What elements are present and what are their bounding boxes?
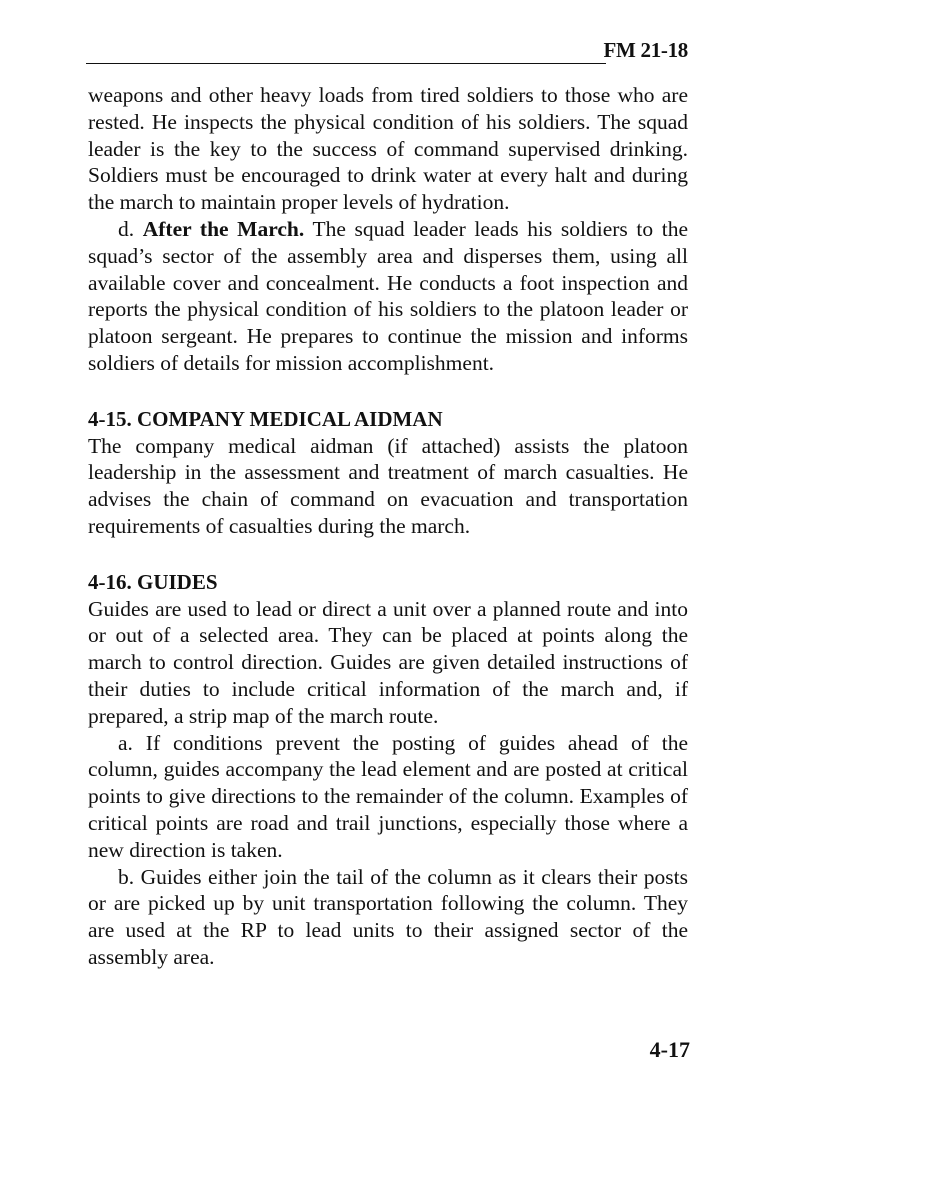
paragraph-guides: Guides are used to lead or direct a unit over a planned route and into or out of a selected area. They can be placed at points along the march to control direction. Guides are given detailed instructions of their duties to include critical information of the march and, if prepared, a strip map of the march route. xyxy=(88,596,688,728)
page-header xyxy=(86,36,688,66)
run-in-heading: After the March. xyxy=(142,216,305,241)
paragraph-continuation: weapons and other heavy loads from tired soldiers to those who are rested. He inspects the physical condition of his soldiers. The squad leader is the key to the success of command supervised drinking. Soldiers must be encouraged to drink water at every halt and during the march to maintain proper levels of hydration. xyxy=(88,83,688,215)
paragraph-text: The squad leader leads his soldiers to the squad’s sector of the assembly area and disperses them, using all available cover and concealment. He conducts a foot inspection and reports the physical condition of his soldiers to the platoon leader or platoon sergeant. He prepares to continue the mission and informs soldiers of details for mission accomplishment. xyxy=(88,216,688,375)
paragraph-medical-aidman: The company medical aidman (if attached) assists the platoon leadership in the assessment and treatment of march casualties. He advises the chain of command on evacuation and transportation requirements of casualties during the march. xyxy=(88,433,688,538)
section-heading-guides: 4-16. GUIDES xyxy=(88,569,218,594)
doc-id: FM 21-18 xyxy=(603,38,688,62)
paragraph-after-the-march xyxy=(88,216,688,377)
section-heading-medical-aidman: 4-15. COMPANY MEDICAL AIDMAN xyxy=(88,406,443,431)
header-rule xyxy=(86,63,606,64)
page-body xyxy=(88,82,688,971)
page-number: 4-17 xyxy=(649,1037,690,1062)
paragraph-guides-a: a. If conditions prevent the posting of guides ahead of the column, guides accompany the lead element and are posted at critical points to give directions to the remainder of the column. Examples of critical points are road and trail junctions, especially those where a new direction is taken. xyxy=(88,730,688,862)
item-letter: d. xyxy=(118,216,143,241)
paragraph-guides-b: b. Guides either join the tail of the column as it clears their posts or are picked up by unit transportation following the column. They are used at the RP to lead units to their assigned sector of the assembly area. xyxy=(88,864,688,969)
